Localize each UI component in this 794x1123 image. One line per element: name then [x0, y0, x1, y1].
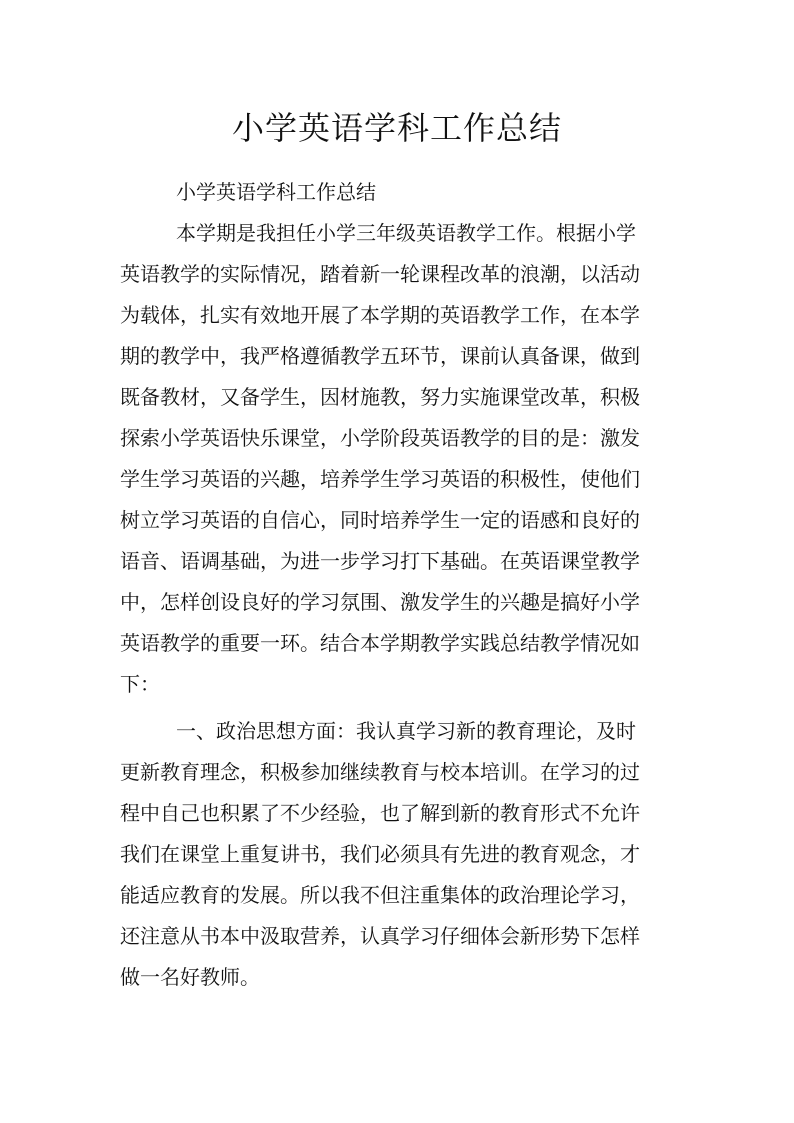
paragraph-line: 更新教育理念，积极参加继续教育与校本培训。在学习的过	[120, 760, 640, 784]
paragraph-line: 程中自己也积累了不少经验，也了解到新的教育形式不允许	[120, 801, 640, 825]
paragraph-line: 还注意从书本中汲取营养，认真学习仔细体会新形势下怎样	[120, 924, 640, 948]
paragraph-line: 树立学习英语的自信心，同时培养学生一定的语感和良好的	[120, 508, 640, 532]
paragraph-line: 学生学习英语的兴趣，培养学生学习英语的积极性，使他们	[120, 467, 640, 491]
paragraph-1	[120, 213, 680, 705]
paragraph-line: 能适应教育的发展。所以我不但注重集体的政治理论学习，	[120, 883, 640, 907]
paragraph-line: 期的教学中，我严格遵循教学五环节，课前认真备课，做到	[120, 344, 640, 368]
paragraph-line: 英语教学的实际情况，踏着新一轮课程改革的浪潮，以活动	[120, 262, 640, 286]
document-subtitle	[120, 172, 680, 213]
paragraph-line: 探索小学英语快乐课堂，小学阶段英语教学的目的是：激发	[120, 426, 640, 450]
paragraph-line: 我们在课堂上重复讲书，我们必须具有先进的教育观念，才	[120, 842, 640, 866]
paragraph-line: 一、政治思想方面：我认真学习新的教育理论，及时	[176, 719, 636, 743]
paragraph-line: 做一名好教师。	[120, 965, 260, 989]
paragraph-line: 为载体，扎实有效地开展了本学期的英语教学工作，在本学	[120, 303, 640, 327]
paragraph-line: 本学期是我担任小学三年级英语教学工作。根据小学	[176, 221, 636, 245]
subtitle-line: 小学英语学科工作总结	[176, 180, 376, 204]
paragraph-line: 语音、语调基础，为进一步学习打下基础。在英语课堂教学	[120, 549, 640, 573]
document-title: 小学英语学科工作总结	[231, 109, 562, 147]
paragraph-2	[120, 711, 680, 998]
paragraph-line: 中，怎样创设良好的学习氛围、激发学生的兴趣是搞好小学	[120, 590, 640, 614]
paragraph-line: 英语教学的重要一环。结合本学期教学实践总结教学情况如	[120, 631, 640, 655]
paragraph-line: 既备教材，又备学生，因材施教，努力实施课堂改革，积极	[120, 385, 640, 409]
paragraph-line: 下：	[120, 672, 160, 696]
